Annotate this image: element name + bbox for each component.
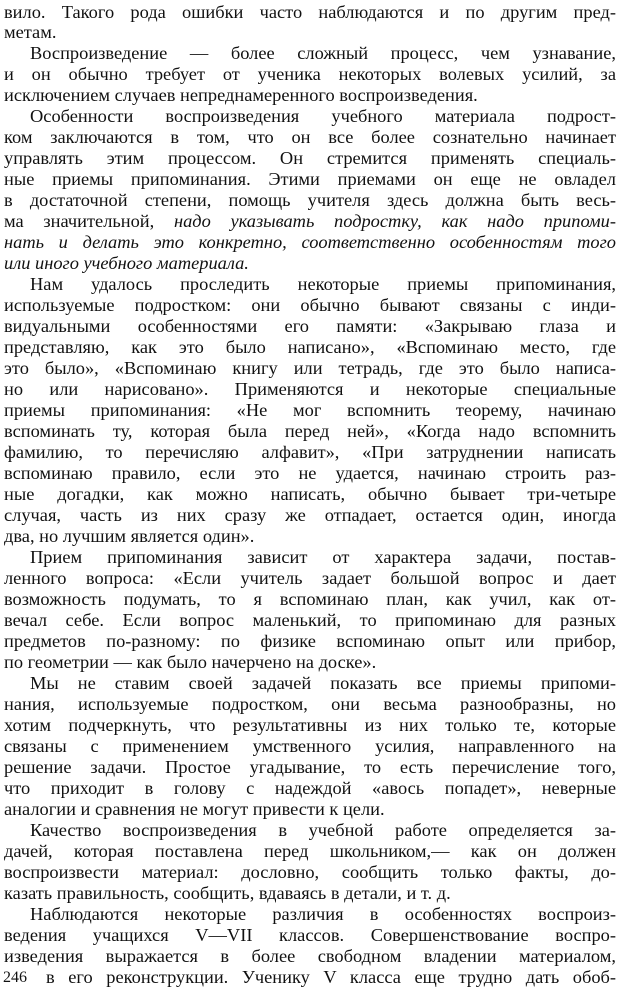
text-line: вечал себе. Если вопрос маленький, то припоминаю для разных: [4, 610, 616, 630]
text-line: Мы не ставим своей задачей показать все приемы припоми-: [30, 673, 616, 693]
italic-text-line: нать и делать это конкретно, соответственно особенностям того: [4, 232, 616, 252]
text-line: нания, используемые подростком, они весьма разнообразны, но: [4, 694, 616, 714]
text-line: и он обычно требует от ученика некоторых волевых усилий, за: [4, 64, 616, 84]
page-number: 246: [3, 969, 27, 986]
text-line: решение задачи. Простое угадывание, то есть перечисление того,: [4, 757, 616, 777]
text-line: в достаточной степени, помощь учителя здесь должна быть весь-: [4, 190, 616, 210]
text-line: ные приемы припоминания. Этими приемами он еще не овладел: [4, 169, 616, 189]
text-line: фамилию, то перечисляю алфавит», «При затруднении написать: [4, 442, 616, 462]
text-line: представляю, как это было написано», «Вспоминаю место, где: [4, 337, 616, 357]
text-line: два, но лучшим является один».: [4, 526, 255, 546]
text-line: ком заключаются в том, что он все более сознательно начинает: [4, 127, 616, 147]
text-line: воспроизвести материал: дословно, сообщить только факты, до-: [4, 862, 616, 882]
text-line: дачей, которая поставлена перед школьником,— как он должен: [4, 841, 616, 861]
text-line: но или нарисовано». Применяются и некоторые специальные: [4, 379, 616, 399]
text-line: казать правильность, сообщить, вдаваясь в детали, и т. д.: [4, 883, 451, 903]
text-line: предметов по-разному: по физике вспоминаю опыт или прибор,: [4, 631, 616, 651]
italic-text: надо указывать подростку, как надо припоми-: [173, 211, 616, 231]
text-line: хотим подчеркнуть, что результативны из них только те, которые: [4, 715, 616, 735]
text-line: ведения учащихся V—VII классов. Совершенствование воспро-: [4, 925, 616, 945]
text-line: метам.: [4, 22, 57, 42]
text-line: Прием припоминания зависит от характера задачи, постав-: [30, 547, 616, 567]
text-line: случая, часть из них сразу же отпадает, остается один, иногда: [4, 505, 616, 525]
italic-text-line: или иного учебного материала.: [4, 253, 249, 273]
text-line: вспоминать ту, которая была перед ней», «Когда надо вспомнить: [4, 421, 616, 441]
text-line: в его реконструкции. Ученику V класса еще трудно дать обоб-: [46, 967, 616, 987]
text-line: по геометрии — как было начерчено на доске».: [4, 652, 377, 672]
text-line: это было», «Вспоминаю книгу или тетрадь, где это было написа-: [4, 358, 616, 378]
text-line: Особенности воспроизведения учебного материала подрост-: [30, 106, 616, 126]
text-line: связаны с применением умственного усилия, направленного на: [4, 736, 616, 756]
text-line: что приходит в голову с надеждой «авось попадет», неверные: [4, 778, 616, 798]
text-line: вспоминаю правило, если это не удается, начинаю строить раз-: [4, 463, 616, 483]
text-line: Качество воспроизведения в учебной работе определяется за-: [30, 820, 616, 840]
text-line: приемы припоминания: «Не мог вспомнить теорему, начинаю: [4, 400, 616, 420]
text-line: видуальными особенностями его памяти: «Закрываю глаза и: [4, 316, 616, 336]
text-line: используемые подростком: они обычно бывают связаны с инди-: [4, 295, 616, 315]
text-line: исключением случаев непреднамеренного воспроизведения.: [4, 85, 478, 105]
text-line: изведения выражается в более свободном владении материалом,: [4, 946, 616, 966]
text-line: возможность подумать, то я вспоминаю план, как учил, как от-: [4, 589, 616, 609]
text-line: ленного вопроса: «Если учитель задает большой вопрос и дает: [4, 568, 616, 588]
text-span: ма значительной,: [4, 211, 155, 231]
text-line: ные догадки, как можно написать, обычно бывает три-четыре: [4, 484, 616, 504]
text-line: Воспроизведение — более сложный процесс, чем узнавание,: [30, 43, 616, 63]
text-line: Нам удалось проследить некоторые приемы припоминания,: [30, 274, 616, 294]
text-line: аналогии и сравнения не могут привести к цели.: [4, 799, 385, 819]
text-line: Наблюдаются некоторые различия в особенностях воспроиз-: [30, 904, 616, 924]
text-line: управлять этим процессом. Он стремится применять специаль-: [4, 148, 616, 168]
text-line: вило. Такого рода ошибки часто наблюдаются и по другим пред-: [4, 2, 616, 22]
